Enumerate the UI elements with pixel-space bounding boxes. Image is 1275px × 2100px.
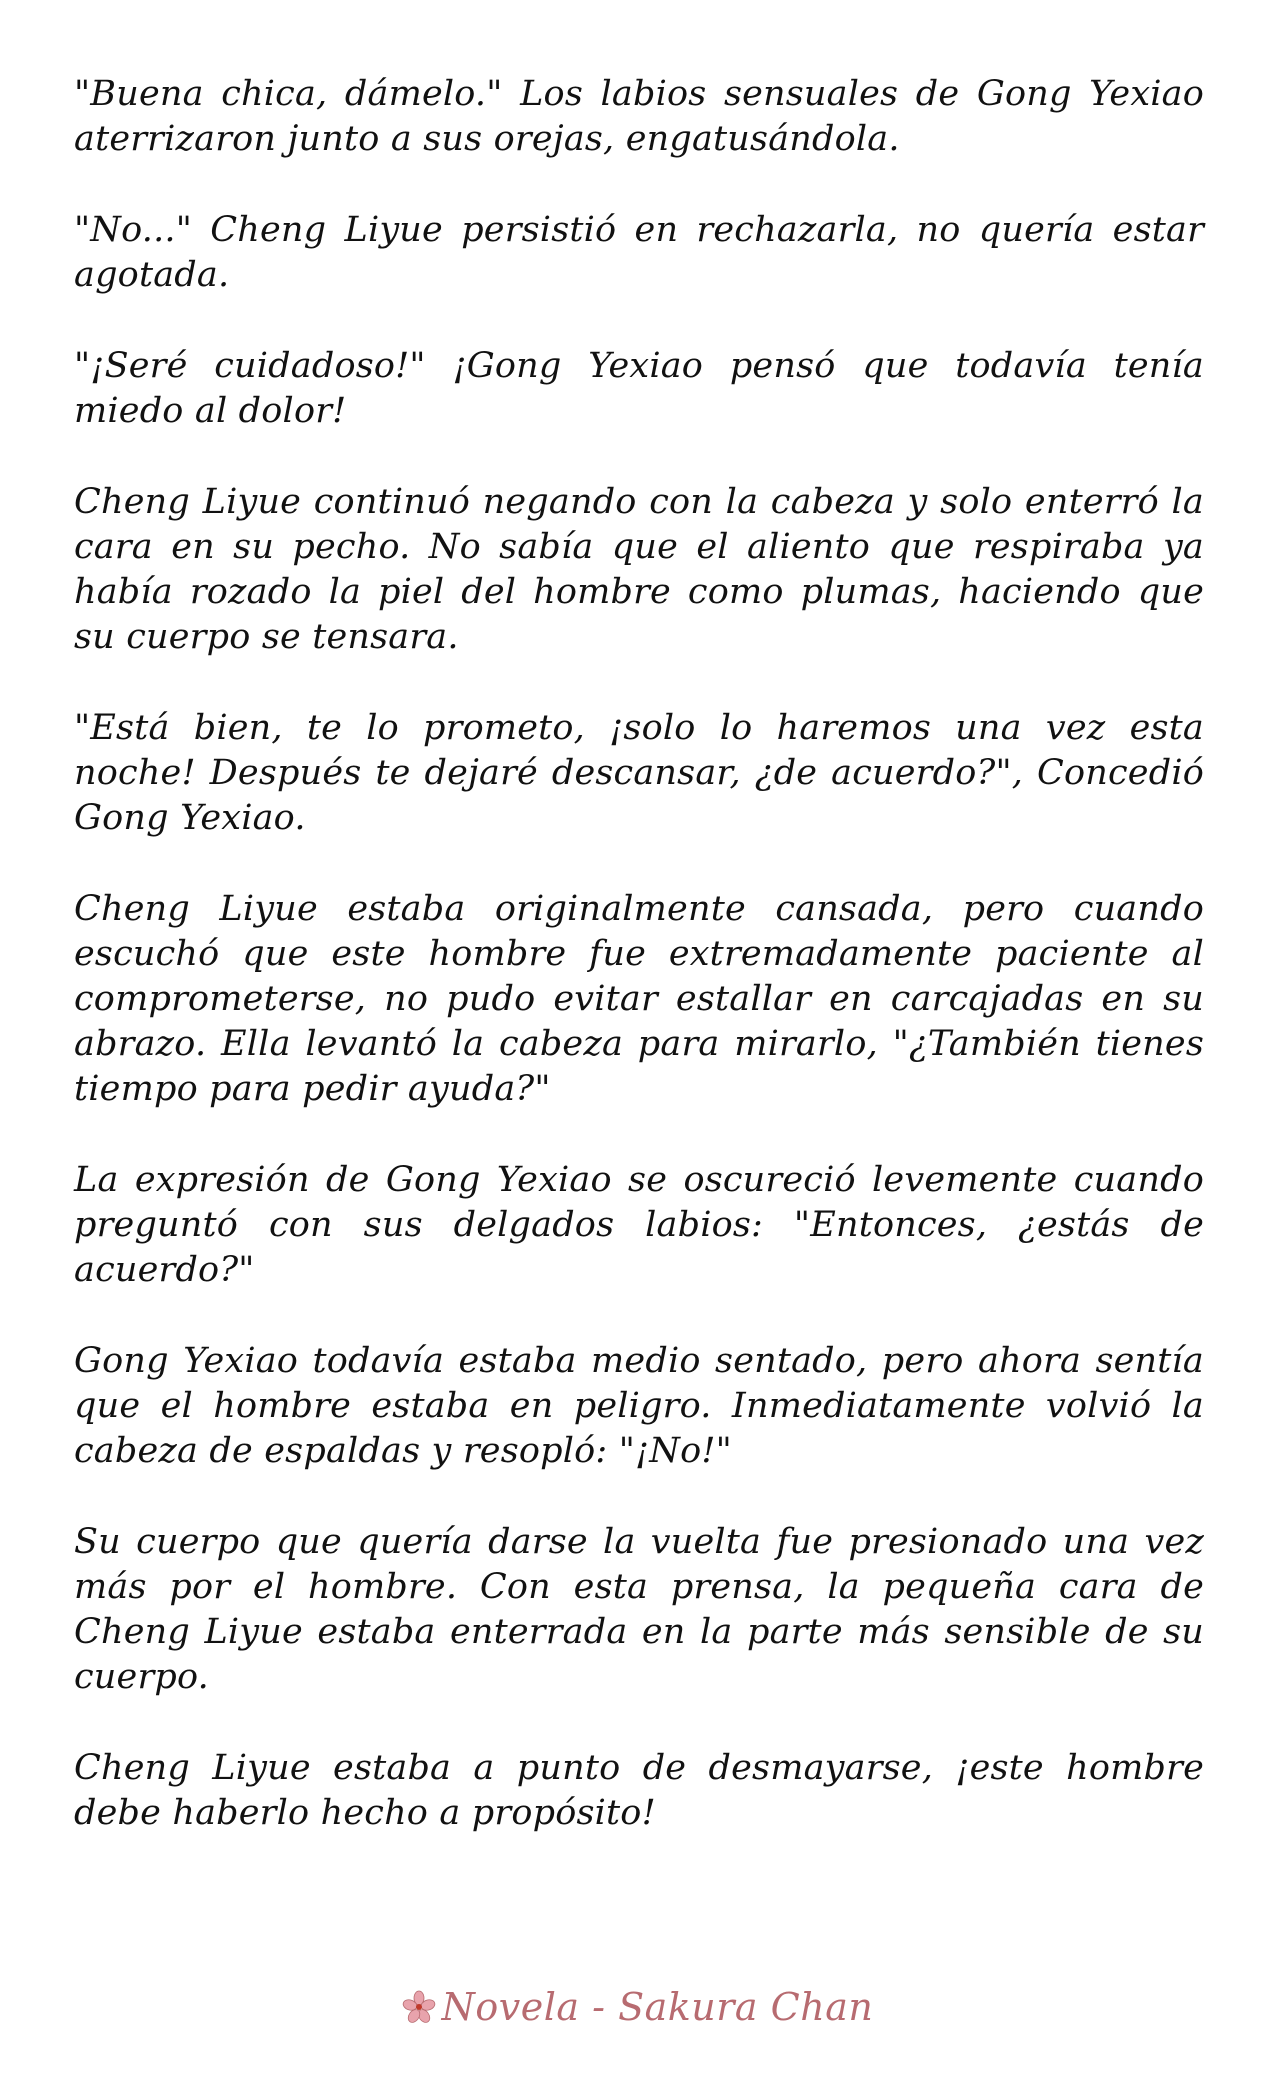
paragraph-6: Cheng Liyue estaba originalmente cansada, pero cuando escuchó que este hombre fue extremadamente paciente al comprometerse, no pudo evitar estallar en carcajadas en su abrazo. Ella levantó la cabeza para mirarlo, "¿También tienes tiempo para pedir ayuda?" [74, 889, 1204, 1109]
watermark [0, 1985, 1275, 2029]
paragraph-2: "No..." Cheng Liyue persistió en rechazarla, no quería estar agotada. [74, 210, 1204, 295]
paragraph-10: Cheng Liyue estaba a punto de desmayarse, ¡este hombre debe haberlo hecho a propósito! [74, 1748, 1204, 1833]
paragraph-5: "Está bien, te lo prometo, ¡solo lo haremos una vez esta noche! Después te dejaré descansar, ¿de acuerdo?", Concedió Gong Yexiao. [74, 708, 1204, 838]
paragraph-9: Su cuerpo que quería darse la vuelta fue presionado una vez más por el hombre. Con esta prensa, la pequeña cara de Cheng Liyue estaba enterrada en la parte más sensible de su cuerpo. [74, 1522, 1204, 1697]
paragraph-7: La expresión de Gong Yexiao se oscureció levemente cuando preguntó con sus delgados labios: "Entonces, ¿estás de acuerdo?" [74, 1160, 1204, 1290]
watermark-text: Novela - Sakura Chan [441, 1985, 874, 2029]
paragraph-4: Cheng Liyue continuó negando con la cabeza y solo enterró la cara en su pecho. No sabía que el aliento que respiraba ya había rozado la piel del hombre como plumas, haciendo que su cuerpo se tensara. [74, 482, 1204, 657]
paragraph-3: "¡Seré cuidadoso!" ¡Gong Yexiao pensó que todavía tenía miedo al dolor! [74, 346, 1204, 431]
story-text [74, 72, 1204, 1882]
paragraph-8: Gong Yexiao todavía estaba medio sentado, pero ahora sentía que el hombre estaba en peligro. Inmediatamente volvió la cabeza de espaldas y resopló: "¡No!" [74, 1341, 1204, 1471]
sakura-flower-icon [402, 1989, 436, 2023]
paragraph-1: "Buena chica, dámelo." Los labios sensuales de Gong Yexiao aterrizaron junto a sus orejas, engatusándola. [74, 74, 1204, 159]
